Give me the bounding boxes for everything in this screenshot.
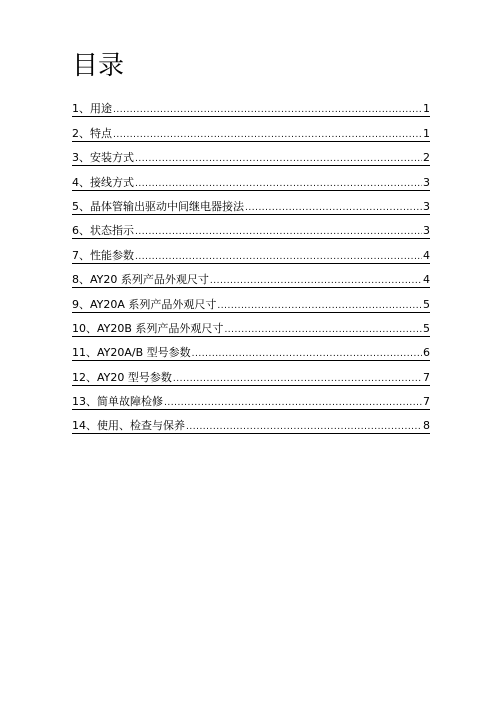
toc-entry-14[interactable] (72, 410, 430, 434)
toc-entry-label: 12、AY20 型号参数 (72, 370, 172, 384)
toc-page-number: 1 (423, 126, 430, 140)
toc-page-number: 1 (423, 102, 430, 116)
toc-entry-label: 4、接线方式 (72, 175, 134, 189)
toc-page-number: 8 (423, 419, 430, 433)
toc-entry-5[interactable] (72, 191, 430, 215)
toc-entry-8[interactable] (72, 264, 430, 288)
toc-page-number: 3 (423, 199, 430, 213)
toc-entry-7[interactable] (72, 239, 430, 263)
toc-entry-9[interactable] (72, 288, 430, 312)
toc-entry-label: 7、性能参数 (72, 248, 134, 262)
toc-entry-4[interactable] (72, 166, 430, 190)
toc-entry-10[interactable] (72, 313, 430, 337)
toc-page-number: 6 (423, 346, 430, 360)
toc-entry-11[interactable] (72, 337, 430, 361)
toc-page-number: 7 (423, 370, 430, 384)
toc-page-number: 5 (423, 321, 430, 335)
table-of-contents (72, 93, 430, 434)
toc-entry-1[interactable] (72, 93, 430, 117)
toc-entry-label: 14、使用、检查与保养 (72, 419, 185, 433)
toc-entry-label: 10、AY20B 系列产品外观尺寸 (72, 321, 224, 335)
toc-page-number: 2 (423, 151, 430, 165)
toc-entry-6[interactable] (72, 215, 430, 239)
toc-page-number: 4 (423, 273, 430, 287)
toc-entry-label: 8、AY20 系列产品外观尺寸 (72, 273, 209, 287)
toc-entry-label: 2、特点 (72, 126, 112, 140)
toc-entry-label: 6、状态指示 (72, 224, 134, 238)
toc-page-number: 5 (423, 297, 430, 311)
toc-entry-3[interactable] (72, 142, 430, 166)
toc-page-number: 3 (423, 175, 430, 189)
toc-entry-13[interactable] (72, 386, 430, 410)
toc-entry-2[interactable] (72, 117, 430, 141)
toc-page-number: 7 (423, 395, 430, 409)
toc-entry-label: 1、用途 (72, 102, 112, 116)
toc-page-number: 3 (423, 224, 430, 238)
page-title: 目录 (72, 51, 125, 81)
toc-entry-label: 11、AY20A/B 型号参数 (72, 346, 191, 360)
toc-entry-label: 5、晶体管输出驱动中间继电器接法 (72, 199, 244, 213)
toc-entry-label: 9、AY20A 系列产品外观尺寸 (72, 297, 217, 311)
toc-entry-12[interactable] (72, 361, 430, 385)
toc-page-number: 4 (423, 248, 430, 262)
toc-dot-leader (186, 418, 422, 436)
toc-entry-label: 3、安装方式 (72, 151, 134, 165)
toc-entry-label: 13、简单故障检修 (72, 395, 163, 409)
